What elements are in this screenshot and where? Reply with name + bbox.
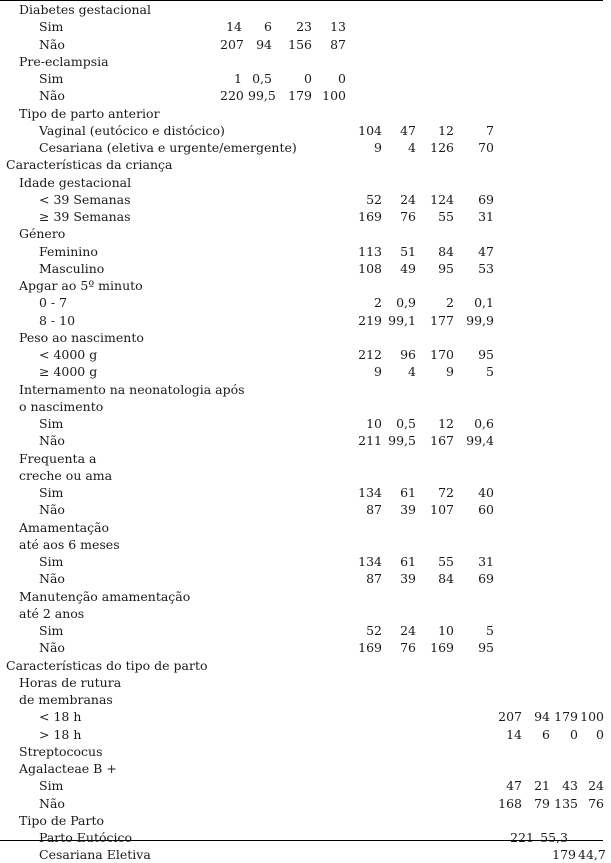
row-label: < 39 Semanas <box>39 191 131 207</box>
table-cell: 60 <box>478 502 494 518</box>
table-cell: 87 <box>366 571 382 587</box>
table-cell: 168 <box>498 795 522 811</box>
table-cell: 6 <box>542 726 550 742</box>
section-label: Apgar ao 5º minuto <box>19 278 143 293</box>
table-cell: 108 <box>358 260 382 276</box>
row-label: 8 - 10 <box>39 312 76 328</box>
table-cell: 69 <box>478 571 494 587</box>
table-cell: 24 <box>400 623 416 638</box>
table-cell: 39 <box>400 571 416 587</box>
table-cell: 177 <box>430 312 454 328</box>
table-row <box>0 208 611 225</box>
table-row <box>0 570 611 587</box>
section-label: até aos 6 meses <box>19 536 120 552</box>
table-row <box>0 622 611 639</box>
row-label: Não <box>39 571 65 587</box>
section-heading-row <box>0 674 611 691</box>
table-cell: 84 <box>438 243 454 259</box>
section-label: Horas de rutura <box>19 674 122 690</box>
table-cell: 2 <box>446 295 454 311</box>
section-heading-row <box>0 605 611 622</box>
section-heading-row <box>0 588 611 605</box>
table-row <box>0 139 611 156</box>
table-cell: 0 <box>338 71 346 86</box>
section-label: creche ou ama <box>19 467 113 483</box>
row-label: Cesariana Eletiva <box>39 847 151 863</box>
section-label: o nascimento <box>19 398 104 414</box>
table-cell: 55 <box>438 554 454 569</box>
table-cell: 84 <box>438 571 454 587</box>
table-cell: 107 <box>430 502 454 518</box>
table-cell: 179 <box>552 847 576 863</box>
table-row <box>0 260 611 277</box>
table-cell: 5 <box>486 623 494 638</box>
section-label: Pre-eclampsia <box>19 53 109 69</box>
section-heading-row <box>0 329 611 346</box>
table-cell: 94 <box>256 36 272 52</box>
section-label: Streptococus <box>19 743 103 759</box>
table-cell: 24 <box>588 778 604 794</box>
section-label: Tipo de Parto <box>19 812 105 828</box>
table-cell: 12 <box>438 416 454 431</box>
table-row <box>0 484 611 501</box>
table-cell: 47 <box>400 122 416 138</box>
section-heading-row <box>0 536 611 553</box>
table-cell: 0,1 <box>474 295 494 311</box>
table-cell: 53 <box>478 260 494 276</box>
row-label: < 4000 g <box>39 347 98 362</box>
table-cell: 10 <box>438 623 454 638</box>
row-label: Não <box>39 640 65 656</box>
row-label: Parto Eutócico <box>39 830 133 845</box>
table-cell: 219 <box>358 312 382 328</box>
table-cell: 179 <box>288 88 312 104</box>
table-cell: 134 <box>358 485 382 500</box>
row-label: Sim <box>39 485 64 500</box>
table-cell: 169 <box>358 209 382 224</box>
row-label: ≥ 39 Semanas <box>39 209 131 224</box>
table-cell: 167 <box>430 433 454 449</box>
row-label: Sim <box>39 623 64 638</box>
table-row <box>0 243 611 260</box>
table-cell: 99,5 <box>248 88 276 104</box>
row-label: Vaginal (eutócico e distócico) <box>39 122 225 138</box>
table-cell: 169 <box>430 640 454 656</box>
table-cell: 72 <box>438 485 454 500</box>
section-heading-row <box>0 105 611 122</box>
table-cell: 4 <box>408 140 416 155</box>
row-label: Sim <box>39 71 64 86</box>
row-label: > 18 h <box>39 726 82 742</box>
table-cell: 220 <box>220 88 244 104</box>
table-cell: 61 <box>400 554 416 569</box>
section-label: Idade gestacional <box>19 174 132 190</box>
table-cell: 156 <box>288 36 312 52</box>
table-cell: 0 <box>596 726 604 742</box>
table-cell: 1 <box>234 71 242 86</box>
table-row <box>0 312 611 329</box>
table-cell: 9 <box>446 364 454 380</box>
table-cell: 99,5 <box>388 433 416 449</box>
table-cell: 169 <box>358 640 382 656</box>
table-cell: 61 <box>400 485 416 500</box>
table-cell: 9 <box>374 364 382 380</box>
table-cell: 76 <box>400 209 416 224</box>
table-cell: 52 <box>366 623 382 638</box>
table-row <box>0 191 611 208</box>
row-label: Não <box>39 88 65 104</box>
table-cell: 14 <box>506 726 522 742</box>
section-heading-row <box>0 277 611 294</box>
row-label: Cesariana (eletiva e urgente/emergente) <box>39 140 297 155</box>
table-cell: 9 <box>374 140 382 155</box>
row-label: ≥ 4000 g <box>39 364 98 380</box>
table-cell: 55,3 <box>540 830 568 845</box>
table-cell: 100 <box>322 88 346 104</box>
table-cell: 95 <box>478 347 494 362</box>
table-cell: 221 <box>510 830 534 845</box>
table-row <box>0 708 611 725</box>
row-label: Não <box>39 795 65 811</box>
table-cell: 0,6 <box>474 416 494 431</box>
table-cell: 99,1 <box>388 312 416 328</box>
section-heading-row <box>0 398 611 415</box>
table-row <box>0 415 611 432</box>
table-cell: 44,7 <box>578 847 606 863</box>
table-cell: 212 <box>358 347 382 362</box>
table-row <box>0 846 611 863</box>
table-cell: 207 <box>498 709 522 725</box>
section-heading-row <box>0 691 611 708</box>
row-label: Sim <box>39 19 64 35</box>
table-cell: 4 <box>408 364 416 380</box>
section-heading-row <box>0 760 611 777</box>
section-heading-row <box>0 381 611 398</box>
table-cell: 100 <box>580 709 604 725</box>
table-cell: 211 <box>358 433 382 449</box>
table-cell: 207 <box>220 36 244 52</box>
row-label: 0 - 7 <box>39 295 68 311</box>
table-cell: 79 <box>534 795 550 811</box>
table-cell: 104 <box>358 122 382 138</box>
row-label: Não <box>39 36 65 52</box>
table-cell: 96 <box>400 347 416 362</box>
row-label: Não <box>39 502 65 518</box>
table-cell: 6 <box>264 19 272 35</box>
table-row <box>0 432 611 449</box>
table-cell: 0,9 <box>396 295 416 311</box>
table-cell: 170 <box>430 347 454 362</box>
section-heading-row <box>0 657 611 674</box>
table-cell: 179 <box>554 709 578 725</box>
section-label: Agalacteae B + <box>19 761 117 776</box>
table-cell: 94 <box>534 709 550 725</box>
table-cell: 70 <box>478 140 494 155</box>
table-cell: 95 <box>478 640 494 656</box>
table-cell: 31 <box>478 209 494 224</box>
section-label: Características da criança <box>6 157 173 173</box>
table-row <box>0 122 611 139</box>
table-cell: 0 <box>570 726 578 742</box>
table-row <box>0 829 611 846</box>
table-row <box>0 639 611 656</box>
table-cell: 55 <box>438 209 454 224</box>
table-cell: 43 <box>562 778 578 794</box>
table-cell: 76 <box>588 795 604 811</box>
table-cell: 10 <box>366 416 382 431</box>
table-row <box>0 294 611 311</box>
table-cell: 0 <box>304 71 312 86</box>
section-label: até 2 anos <box>19 605 85 621</box>
table-row <box>0 36 611 53</box>
section-label: Manutenção amamentação <box>19 588 191 604</box>
table-cell: 14 <box>226 19 242 35</box>
table-cell: 0,5 <box>252 71 272 86</box>
row-label: Sim <box>39 554 64 569</box>
table-cell: 13 <box>330 19 346 35</box>
table-cell: 95 <box>438 260 454 276</box>
table-cell: 39 <box>400 502 416 518</box>
section-heading-row <box>0 225 611 242</box>
table-row <box>0 795 611 812</box>
table-cell: 0,5 <box>396 416 416 431</box>
table-cell: 31 <box>478 554 494 569</box>
table-cell: 2 <box>374 295 382 311</box>
table-cell: 69 <box>478 191 494 207</box>
table-cell: 47 <box>478 243 494 259</box>
section-heading-row <box>0 174 611 191</box>
section-heading-row <box>0 53 611 70</box>
table-cell: 87 <box>330 36 346 52</box>
row-label: Sim <box>39 416 64 431</box>
table-cell: 51 <box>400 243 416 259</box>
section-heading-row <box>0 156 611 173</box>
table-cell: 52 <box>366 191 382 207</box>
section-label: Amamentação <box>19 519 110 535</box>
table-cell: 12 <box>438 122 454 138</box>
table-row <box>0 87 611 104</box>
row-label: Sim <box>39 778 64 794</box>
section-heading-row <box>0 743 611 760</box>
table-cell: 113 <box>358 243 382 259</box>
table-cell: 21 <box>534 778 550 794</box>
table-cell: 135 <box>554 795 578 811</box>
row-label: Feminino <box>39 243 98 259</box>
section-heading-row <box>0 450 611 467</box>
table-row <box>0 553 611 570</box>
table-cell: 99,9 <box>466 312 494 328</box>
table-cell: 40 <box>478 485 494 500</box>
table-cell: 23 <box>296 19 312 35</box>
table-cell: 49 <box>400 260 416 276</box>
section-label: Género <box>19 226 66 242</box>
table-row <box>0 726 611 743</box>
row-label: < 18 h <box>39 709 82 725</box>
section-label: Peso ao nascimento <box>19 329 144 345</box>
section-label: de membranas <box>19 692 113 707</box>
section-label: Características do tipo de parto <box>6 657 208 673</box>
section-label: Internamento na neonatologia após <box>19 381 245 397</box>
section-label: Tipo de parto anterior <box>19 105 160 121</box>
table-cell: 126 <box>430 140 454 155</box>
table-row <box>0 501 611 518</box>
table-cell: 99,4 <box>466 433 494 449</box>
table-row <box>0 346 611 363</box>
section-heading-row <box>0 519 611 536</box>
table-row <box>0 70 611 87</box>
table-cell: 5 <box>486 364 494 380</box>
table-cell: 47 <box>506 778 522 794</box>
table-row <box>0 363 611 380</box>
section-heading-row <box>0 812 611 829</box>
row-label: Não <box>39 433 65 449</box>
section-heading-row <box>0 467 611 484</box>
section-label: Diabetes gestacional <box>19 2 151 17</box>
table-row <box>0 777 611 794</box>
table-cell: 134 <box>358 554 382 569</box>
table-cell: 87 <box>366 502 382 518</box>
section-heading-row <box>0 1 611 18</box>
table-cell: 124 <box>430 191 454 207</box>
table-row <box>0 18 611 35</box>
table-cell: 76 <box>400 640 416 656</box>
row-label: Masculino <box>39 260 105 276</box>
table-cell: 7 <box>486 122 494 138</box>
section-label: Frequenta a <box>19 450 97 466</box>
table-cell: 24 <box>400 191 416 207</box>
